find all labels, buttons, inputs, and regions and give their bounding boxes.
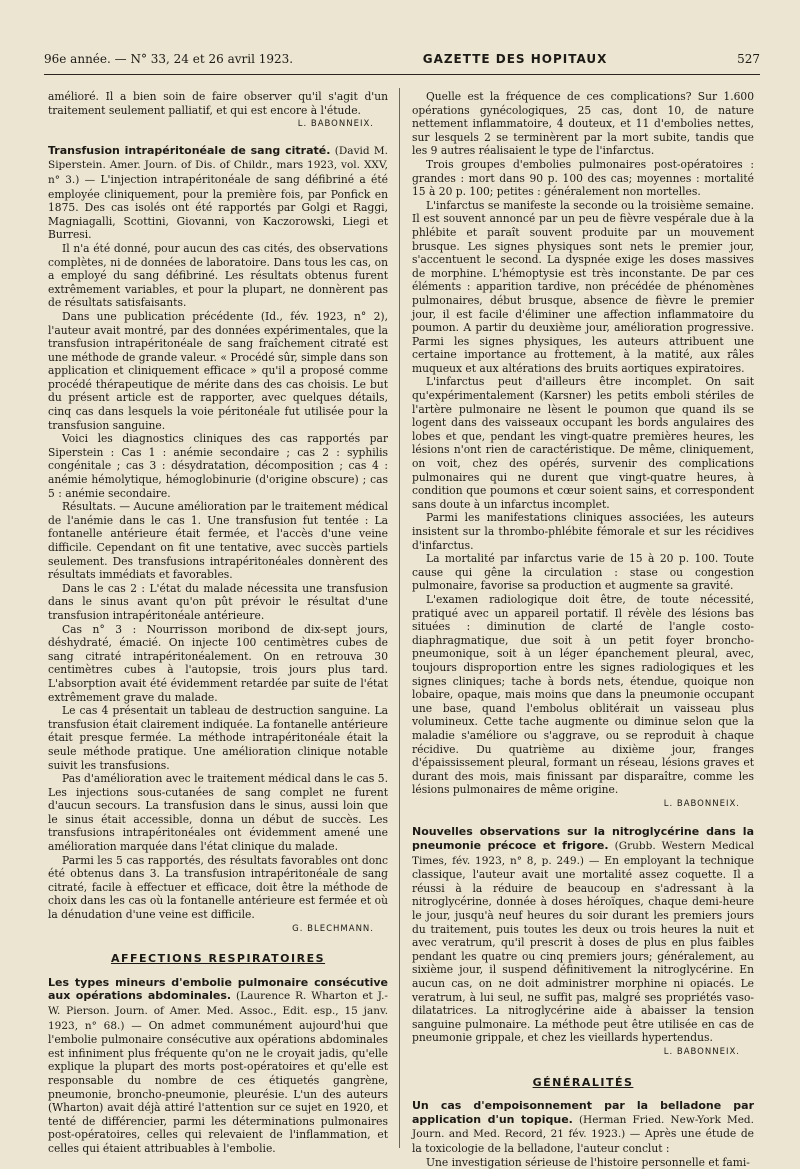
paragraph: amélioré. Il a bien soin de faire observer qu'il s'agit d'un traitement seulement palliatif, et qui est encore à l'étude. xyxy=(48,90,388,117)
paragraph: Pas d'amélioration avec le traitement médical dans le cas 5. Les injections sous-cutanées de sang complet ne furent d'aucun secours. La transfusion dans le sinus, aussi loin que le sinus était accessible, donna un début de succès. Les transfusions intrapéritonéales ont évidemment amené une amélioration marquée dans l'état clinique du malade. xyxy=(48,772,388,854)
paragraph: L'examen radiologique doit être, de toute nécessité, pratiqué avec un appareil portatif. Il révèle des lésions bas situées : diminution de clarté de l'angle costo-diaphragmatique, due soit à un petit foyer broncho-pneumonique, soit à un léger épanchement pleural, avec, toujours disproportion entre les signes radiologiques et les signes cliniques; tache à bords nets, étendue, quoique non lobaire, opaque, mais moins que dans la pneumonie occupant une base, quand l'embolus oblitérait un vaisseau plus volumineux. Cette tache augmente ou diminue selon que la maladie s'améliore ou s'aggrave, ou se reproduit à chaque récidive. Du quatrième au dixième jour, franges d'épaississement pleural, formant un réseau, lésions graves et durant des mois, mais finissant par disparaître, comme les lésions pulmonaires de même origine. xyxy=(412,592,754,797)
page-header xyxy=(44,52,760,72)
paragraph: Une investigation sérieuse de l'histoire personnelle et fami- xyxy=(426,1155,750,1169)
article-title: Nouvelles observations sur la nitroglycérine dans la pneumonie précoce et frigore. xyxy=(412,825,754,853)
article-heading xyxy=(48,144,388,242)
paragraph: Après une étude de la toxicologie de la belladone, l'auteur conclut : xyxy=(412,1127,754,1155)
left-column xyxy=(48,90,388,1156)
paragraph: Dans le cas 2 : L'état du malade nécessita une transfusion dans le sinus avant qu'on pût prévoir le résultat d'une transfusion intrapéritonéale antérieure. xyxy=(48,581,388,622)
section-heading: GÉNÉRALITÉS xyxy=(532,1075,634,1089)
paragraph: L'infarctus se manifeste la seconde ou la troisième semaine. Il est souvent annoncé par un peu de fièvre vespérale due à la phlébite et paraît souvent produite par un mouvement brusque. Les signes physiques sont nets le premier jour, s'accentuent le second. La dyspnée exige les doses massives de morphine. L'hémoptysie est très inconstante. De par ces éléments : apparition tardive, non précédée de phénomènes pulmonaires, début brusque, absence de fièvre le premier jour, il est facile d'éliminer une affection inflammatoire du poumon. A partir du deuxième jour, amélioration progressive. Parmi les signes physiques, les auteurs attribuent une certaine importance au frottement, à la matité, aux râles muqueux et aux altérations des bruits aortiques expiratoires. xyxy=(412,198,754,375)
author-signature: G. BLECHMANN. xyxy=(292,923,374,934)
paragraph: Voici les diagnostics cliniques des cas rapportés par Siperstein : Cas 1 : anémie secondaire ; cas 2 : syphilis congénitale ; cas 3 : désydratation, décomposition ; cas 4 : anémie hémolytique, hémoglobinurie (d'origine obscure) ; cas 5 : anémie secondaire. xyxy=(48,432,388,500)
paragraph: On admet communément aujourd'hui que l'embolie pulmonaire consécutive aux opérations abdominales est infiniment plus fréquente qu'on ne le croyait jadis, qu'elle explique la plupart des morts post-opératoires et qu'elle est responsable du nombre de ces étiquetés gangrène, pneumonie, broncho-pneumonie, pleurésie. L'un des auteurs (Wharton) avait déjà attiré l'attention sur ce sujet en 1920, et tenté de différencier, parmi les déterminations pulmonaires post-opératoires, celles qui relevaient de l'inflammation, et celles qui étaient attribuables à l'embolie. xyxy=(48,1018,388,1155)
paragraph: Résultats. — Aucune amélioration par le traitement médical de l'anémie dans le cas 1. Une transfusion fut tentée : La fontanelle antérieure était fermée, et l'accès d'une veine difficile. Cependant on fit une tentative, avec succès partiels seulement. Des transfusions intrapéritonéales donnèrent des résultats immédiats et favorables. xyxy=(48,500,388,582)
article-reference: (Laurence R. Wharton et J.-W. Pierson. Journ. of Amer. Med. Assoc., Edit. esp., 15 janv. 1923, n° 68.) — xyxy=(48,990,388,1032)
paragraph: Cas n° 3 : Nourrisson moribond de dix-sept jours, déshydraté, émacié. On injecte 100 centimètres cubes de sang citraté intrapéritonéalement. On en retrouva 30 centimètres cubes à l'autopsie, trois jours plus tard. L'absorption avait été évidemment retardée par suite de l'état extrêmement grave du malade. xyxy=(48,622,388,704)
paragraph: Trois groupes d'embolies pulmonaires post-opératoires : grandes : mort dans 90 p. 100 des cas; moyennes : mortalité 15 à 20 p. 100; petites : généralement non mortelles. xyxy=(412,157,754,199)
article-reference: (Herman Fried. New-York Med. Journ. and Med. Record, 21 fév. 1923.) — xyxy=(412,1113,754,1141)
article-reference: (David M. Siperstein. Amer. Journ. of Dis. of Childr., mars 1923, vol. XXV, n° 3.) — xyxy=(48,144,388,186)
journal-title: GAZETTE DES HOPITAUX xyxy=(422,52,608,66)
paragraph: L'injection intrapéritonéale de sang défibriné a été employée cliniquement, pour la première fois, par Ponfick en 1875. Des cas isolés ont été rapportés par Golgi et Raggi, Magniagalli, Scottini, Giovanni, von Kaczorowski, Liegi et Burresi. xyxy=(48,172,388,242)
paragraph: Dans une publication précédente (Id., fév. 1923, n° 2), l'auteur avait montré, par des données expérimentales, que la transfusion intrapéritonéale de sang fraîchement citraté est une méthode de grande valeur. « Procédé sûr, simple dans son application et cliniquement efficace » qu'il a proposé comme procédé thérapeutique de mérite dans des cas choisis. Le but du présent article est de rapporter, avec quelques détails, cinq cas dans lesquels la voie péritonéale fut utilisée pour la transfusion sanguine. xyxy=(48,309,388,432)
paragraph: Le cas 4 présentait un tableau de destruction sanguine. La transfusion était clairement indiquée. La fontanelle antérieure était presque fermée. La méthode intrapéritonéale était la seule méthode pratique. Une amélioration clinique notable suivit les transfusions. xyxy=(48,704,388,772)
article-title: Les types mineurs d'embolie pulmonaire consécutive aux opérations abdominales. xyxy=(48,975,388,1003)
article-title: Transfusion intrapéritonéale de sang citraté. xyxy=(48,143,331,157)
article-heading xyxy=(412,1099,754,1155)
paragraph: Parmi les manifestations cliniques associées, les auteurs insistent sur la thrombo-phlébite fémorale et sur les récidives d'infarctus. xyxy=(412,511,754,552)
article-reference: (Grubb. Western Medical Times, fév. 1923, n° 8, p. 249.) — xyxy=(412,840,754,867)
paragraph: L'infarctus peut d'ailleurs être incomplet. On sait qu'expérimentalement (Karsner) les petits emboli stériles de l'artère pulmonaire ne lèsent le poumon que quand ils se logent dans des vaisseaux occupant les bords angulaires des lobes et que, pendant les vingt-quatre premières heures, les lésions n'ont rien de caractéristique. De même, cliniquement, on voit, chez des opérés, survenir des complications pulmonaires qui ne durent que vingt-quatre heures, à condition que poumons et cœur soient sains, et correspondent sans doute à un infarctus incomplet. xyxy=(412,375,754,511)
paragraph: Il n'a été donné, pour aucun des cas cités, des observations complètes, ni de données de laboratoire. Dans tous les cas, on a employé du sang défibriné. Les résultats obtenus furent extrêmement variables, et pour la plupart, ne donnèrent pas de résultats satisfaisants. xyxy=(48,241,388,310)
paragraph: En employant la technique classique, l'auteur avait une mortalité assez coquette. Il a réussi à la réduire de beaucoup en s'adressant à la nitroglycérine, donnée à doses héroïques, chaque demi-heure le jour, jusqu'à neuf heures du soir durant les premiers jours du traitement, puis toutes les deux ou trois heures la nuit et avec veratrum, qu'il prescrit à doses de plus en plus faibles pendant les quatre ou cinq premiers jours; généralement, au sixième jour, il suspend définitivement la nitroglycérine. En aucun cas, on ne doit administrer morphine ni opiacés. Le veratrum, à lui seul, ne suffit pas, malgré ses propriétés vaso-dilatatrices. La nitroglycérine aide à abaisser la tension sanguine pulmonaire. La méthode peut être utilisée en cas de pneumonie grippale, et chez les vieillards hypertendus. xyxy=(412,853,755,1045)
paragraph: Parmi les 5 cas rapportés, des résultats favorables ont donc été obtenus dans 3. La transfusion intrapéritonéale de sang citraté, facile à effectuer et efficace, doit être la méthode de choix dans les cas où la fontanelle antérieure est fermée et où la dénudation d'une veine est difficile. xyxy=(48,853,388,922)
article-heading xyxy=(412,825,754,1045)
header-rule xyxy=(44,74,760,75)
paragraph: La mortalité par infarctus varie de 15 à 20 p. 100. Toute cause qui gêne la circulation : stase ou congestion pulmonaire, favorise sa production et augmente sa gravité. xyxy=(412,552,754,593)
column-divider xyxy=(399,88,400,1148)
article-title: Un cas d'empoisonnement par la belladone par application d'un topique. xyxy=(412,1099,754,1126)
author-signature: L. BABONNEIX. xyxy=(663,798,740,809)
author-signature: L. BABONNEIX. xyxy=(663,1046,740,1057)
article-heading xyxy=(48,976,388,1156)
issue-info: 96e année. — N° 33, 24 et 26 avril 1923. xyxy=(44,52,294,66)
paragraph: Quelle est la fréquence de ces complications? Sur 1.600 opérations gynécologiques, 25 cas, dont 10, de nature nettement inflammatoire, 4 douteux, et 11 d'embolies nettes, sur lesquels 2 se terminèrent par la mort subite, tandis que les 9 autres réalisaient le type de l'infarctus. xyxy=(412,90,754,158)
page-number: 527 xyxy=(737,52,760,66)
section-heading: AFFECTIONS RESPIRATOIRES xyxy=(110,952,326,966)
author-signature: L. BABONNEIX. xyxy=(297,119,374,130)
right-column xyxy=(412,90,754,1169)
